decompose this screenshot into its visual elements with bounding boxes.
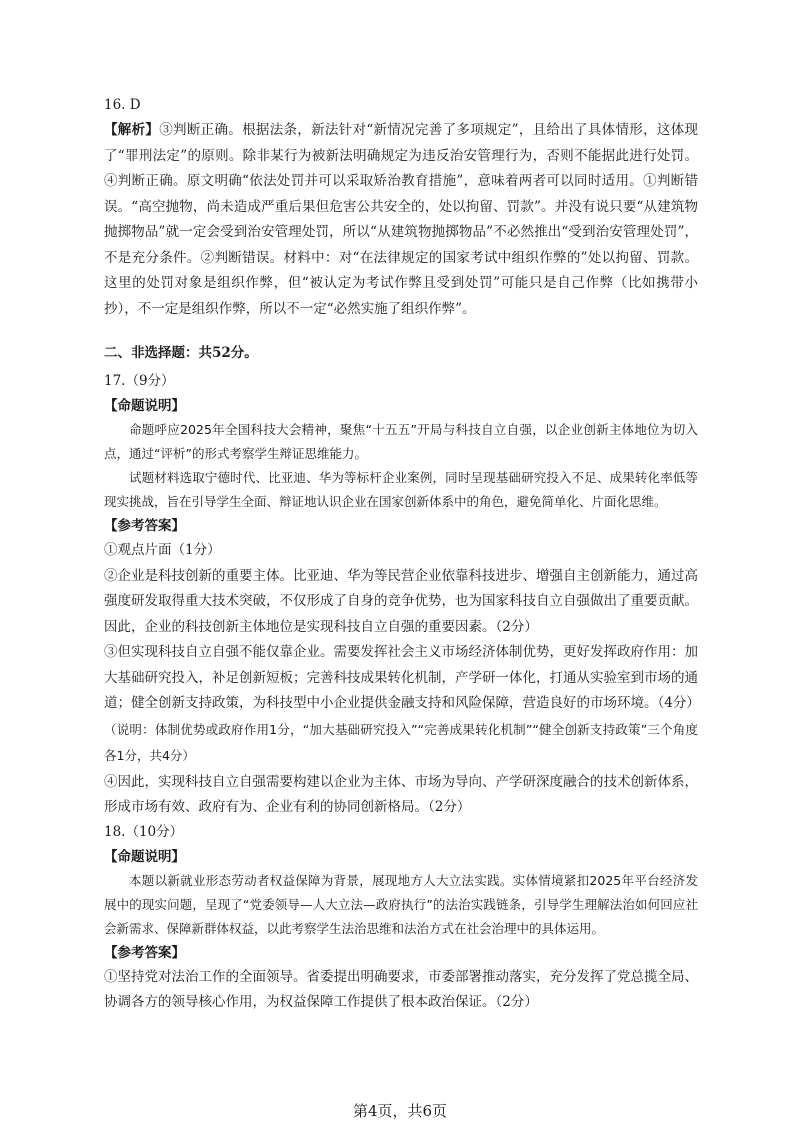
q16-analysis [104, 118, 698, 322]
page-body [104, 94, 698, 1016]
q17-answer-heading: 【参考答案】 [104, 518, 185, 534]
q17-intent-2: 试题材料选取宁德时代、比亚迪、华为等标杆企业案例，同时呈现基础研究投入不足、成果转化率低等现实挑战，旨在引导学生全面、辩证地认识企业在国家创新体系中的角色，避免简单化、片面化思维。 [104, 470, 698, 509]
q17-answer-1: ①观点片面（1分） [104, 542, 221, 558]
q17-number: 17.（9分） [104, 373, 175, 389]
q17-answer-3-note: （说明：体制优势或政府作用1分，“加大基础研究投入”“完善成果转化机制”“健全创新支持政策”三个角度各1分，共4分） [104, 721, 698, 763]
q17-answer-3-text: ③但实现科技自立自强不能仅靠企业。需要发挥社会主义市场经济体制优势，更好发挥政府作用：加大基础研究投入，补足创新短板；完善科技成果转化机制，产学研一体化，打通从实验室到市场的通道；健全创新支持政策，为科技型中小企业提供金融支持和风险保障，营造良好的市场环境。（4分） [104, 644, 700, 711]
q16-analysis-tag: 【解析】 [104, 122, 160, 138]
q16-analysis-text: ③判断正确。根据法条，新法针对“新情况完善了多项规定”，且给出了具体情形，这体现了“罪刑法定”的原则。除非某行为被新法明确规定为违反治安管理行为，否则不能据此进行处罚。④判断正确。原文明确“依法处罚并可以采取矫治教育措施”，意味着两者可以同时适用。①判断错误。“高空抛物，尚未造成严重后果但危害公共安全的，处以拘留、罚款”。并没有说只要“从建筑物抛掷物品”就一定会受到治安管理处罚，所以“从建筑物抛掷物品”不必然推出“受到治安管理处罚”，不是充分条件。②判断错误。材料中：对“在法律规定的国家考试中组织作弊的”处以拘留、罚款。这里的处罚对象是组织作弊，但“被认定为考试作弊且受到处罚”可能只是自己作弊（比如携带小抄），不一定是组织作弊，所以不一定“必然实施了组织作弊”。 [104, 122, 698, 317]
q18-number: 18.（10分） [104, 823, 184, 840]
page-footer: 第4页，共6页 [352, 1102, 448, 1120]
q18-intent-heading: 【命题说明】 [104, 848, 185, 865]
q17-answer-2: ②企业是科技创新的重要主体。比亚迪、华为等民营企业依靠科技进步、增强自主创新能力，通过高强度研发取得重大技术突破，不仅形成了自身的竞争优势，也为国家科技自立自强做出了重要贡献。因此，企业的科技创新主体地位是实现科技自立自强的重要因素。（2分） [104, 567, 698, 635]
q18-answer-heading: 【参考答案】 [104, 944, 185, 961]
q17-answer-3 [104, 640, 698, 770]
q17-intent-1: 命题呼应2025年全国科技大会精神，聚焦“十五五”开局与科技自立自强，以企业创新主体地位为切入点，通过“评析”的形式考察学生辩证思维能力。 [104, 422, 698, 461]
q17-answer-4: ④因此，实现科技自立自强需要构建以企业为主体、市场为导向、产学研深度融合的技术创新体系，形成市场有效、政府有为、企业有利的协同创新格局。（2分） [104, 773, 698, 815]
q16-number: 16. D [104, 97, 141, 113]
q17-intent-heading: 【命题说明】 [104, 398, 185, 414]
section-2-heading: 二、非选择题：共52分。 [104, 345, 258, 361]
q18-intent-1: 本题以新就业形态劳动者权益保障为背景，展现地方人大立法实践。实体情境紧扣2025年平台经济发展中的现实问题，呈现了“党委领导—人大立法—政府执行”的法治实践链条，引导学生理解法治如何回应社会新需求、保障新群体权益，以此考察学生法治思维和法治方式在社会治理中的具体运用。 [104, 872, 698, 936]
q18-answer-1: ①坚持党对法治工作的全面领导。省委提出明确要求，市委部署推动落实，充分发挥了党总揽全局、协调各方的领导核心作用，为权益保障工作提供了根本政治保证。（2分） [104, 968, 698, 1010]
